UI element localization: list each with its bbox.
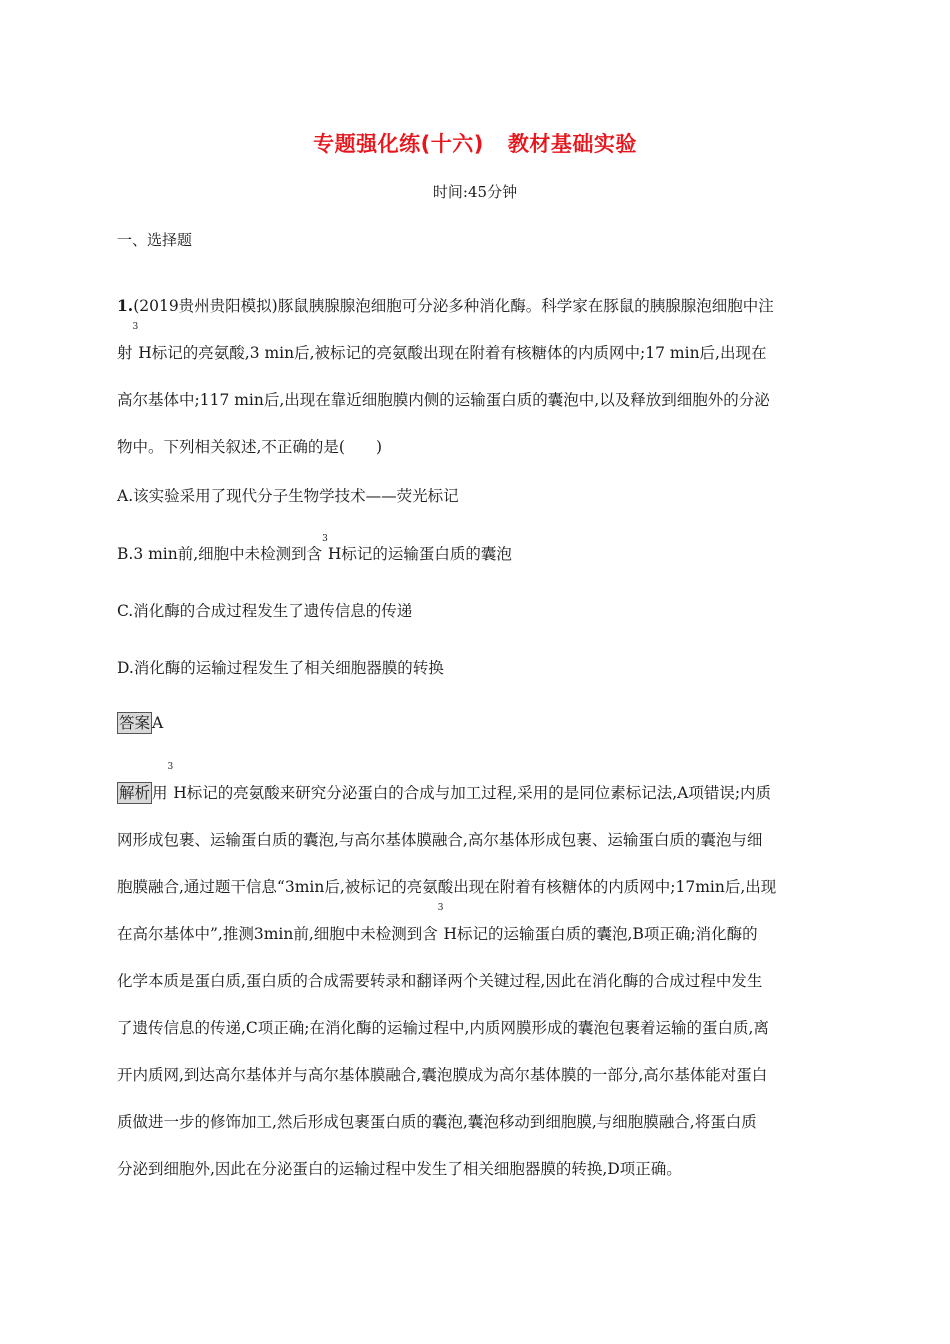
answer-value: A [152, 714, 164, 732]
question-1-stem [117, 282, 837, 471]
isotope-superscript: 3 [437, 903, 444, 913]
analysis-block [117, 762, 842, 1193]
option-c: C.消化酶的合成过程发生了遗传信息的传递 [117, 602, 413, 620]
analysis-line-4 [117, 903, 842, 958]
option-b [117, 534, 512, 564]
analysis-line-5: 化学本质是蛋白质,蛋白质的合成需要转录和翻译两个关键过程,因此在消化酶的合成过程中发生 [117, 972, 763, 990]
option-d: D.消化酶的运输过程发生了相关细胞器膜的转换 [117, 659, 444, 677]
answer-row [117, 712, 163, 734]
analysis-line-7: 开内质网,到达高尔基体并与高尔基体膜融合,囊泡膜成为高尔基体膜的一部分,高尔基体能对蛋白 [117, 1066, 768, 1084]
title-part-1: 专题强化练(十六) [313, 132, 484, 156]
analysis-line-8: 质做进一步的修饰加工,然后形成包裹蛋白质的囊泡,囊泡移动到细胞膜,与细胞膜融合,将蛋白质 [117, 1113, 757, 1131]
option-b-post: H标记的运输蛋白质的囊泡 [327, 545, 512, 563]
question-line-1-text: (2019贵州贵阳模拟)豚鼠胰腺腺泡细胞可分泌多种消化酶。科学家在豚鼠的胰腺腺泡细胞中注 [133, 297, 774, 315]
section-heading: 一、选择题 [117, 231, 193, 249]
analysis-tag: 解析 [119, 784, 151, 802]
answer-tag: 答案 [119, 714, 151, 732]
isotope-superscript: 3 [322, 534, 328, 544]
analysis-line-4-pre: 在高尔基体中”,推测3min前,细胞中未检测到含 [117, 925, 438, 943]
page-title [0, 128, 950, 158]
isotope-superscript: 3 [132, 322, 139, 332]
analysis-line-1 [117, 762, 842, 817]
question-line-1 [117, 282, 837, 330]
analysis-line-6: 了遗传信息的传递,C项正确;在消化酶的运输过程中,内质网膜形成的囊泡包裹着运输的蛋白质,离 [117, 1019, 769, 1037]
question-line-2 [117, 322, 837, 377]
analysis-line-3: 胞膜融合,通过题干信息“3min后,被标记的亮氨酸出现在附着有核糖体的内质网中;17min后,出现 [117, 878, 777, 896]
question-line-4: 物中。下列相关叙述,不正确的是( ) [117, 438, 383, 456]
option-b-pre: B.3 min前,细胞中未检测到含 [117, 545, 323, 563]
analysis-line-9: 分泌到细胞外,因此在分泌蛋白的运输过程中发生了相关细胞器膜的转换,D项正确。 [117, 1160, 682, 1178]
analysis-line-4-post: H标记的运输蛋白质的囊泡,B项正确;消化酶的 [443, 925, 758, 943]
analysis-line-1-post: H标记的亮氨酸来研究分泌蛋白的合成与加工过程,采用的是同位素标记法,A项错误;内质 [173, 784, 772, 802]
analysis-line-1-pre: 用 [152, 784, 168, 802]
time-label: 时间:45分钟 [432, 183, 518, 201]
question-line-3: 高尔基体中;117 min后,出现在靠近细胞膜内侧的运输蛋白质的囊泡中,以及释放到细胞外的分泌 [117, 391, 770, 409]
option-a: A.该实验采用了现代分子生物学技术——荧光标记 [117, 487, 459, 505]
analysis-line-2: 网形成包裹、运输蛋白质的囊泡,与高尔基体膜融合,高尔基体形成包裹、运输蛋白质的囊泡与细 [117, 831, 763, 849]
question-line-2-pre: 射 [117, 344, 133, 362]
question-line-2-post: H标记的亮氨酸,3 min后,被标记的亮氨酸出现在附着有核糖体的内质网中;17 min后,出现在 [138, 344, 767, 362]
isotope-superscript: 3 [167, 762, 174, 772]
question-number: 1. [117, 296, 134, 315]
title-part-2: 教材基础实验 [507, 132, 637, 156]
